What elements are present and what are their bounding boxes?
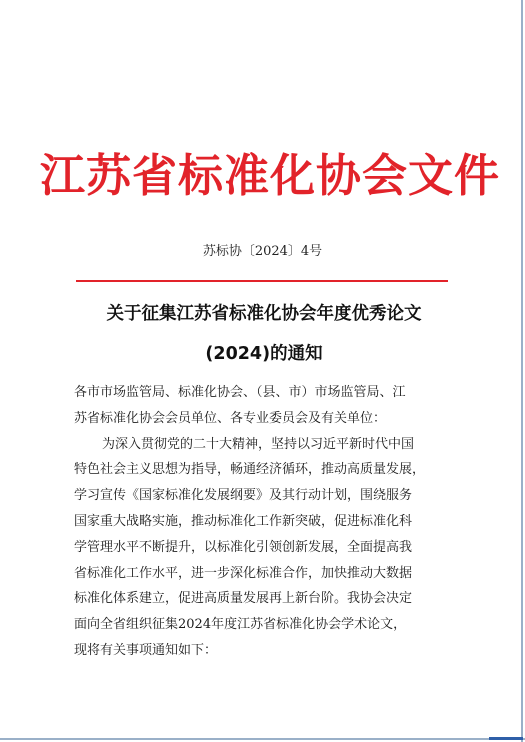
body-paragraph-line: 为深入贯彻党的二十大精神，坚持以习近平新时代中国	[102, 436, 415, 452]
addressee-line: 各市市场监管局、标准化协会、（县、市）市场监管局、江	[74, 385, 406, 400]
body-paragraph-line: 省标准化工作水平，进一步深化标准合作，加快推动大数据	[74, 565, 413, 581]
document-number: 苏标协〔2024〕4号	[202, 244, 323, 259]
body-paragraph-line: 标准化体系建立，促进高质量发展再上新台阶。我协会决定	[74, 591, 413, 607]
document-masthead: 江苏省标准化协会文件	[40, 149, 501, 202]
body-paragraph-line: 特色社会主义思想为指导，畅通经济循环，推动高质量发展，	[74, 462, 426, 478]
body-paragraph-line: 面向全省组织征集2024年度江苏省标准化协会学术论文，	[74, 617, 407, 633]
page-border-bottom	[0, 738, 525, 740]
page-border-right	[521, 0, 523, 742]
body-paragraph-line: 国家重大战略实施，推动标准化工作新突破，促进标准化科	[74, 513, 413, 529]
notice-title-line-2: (2024)的通知	[205, 344, 323, 364]
body-paragraph-line: 学习宣传《国家标准化发展纲要》及其行动计划，围绕服务	[74, 488, 413, 504]
red-divider-line	[76, 280, 448, 282]
body-paragraph-line: 现将有关事项通知如下：	[74, 642, 218, 658]
notice-body	[74, 380, 464, 664]
notice-title-line-1: 关于征集江苏省标准化协会年度优秀论文	[106, 304, 422, 324]
body-paragraph-line: 学管理水平不断提升，以标准化引领创新发展，全面提高我	[74, 539, 413, 555]
page-corner-accent	[489, 737, 523, 740]
addressee-line: 苏省标准化协会会员单位、各专业委员会及有关单位：	[74, 410, 387, 426]
